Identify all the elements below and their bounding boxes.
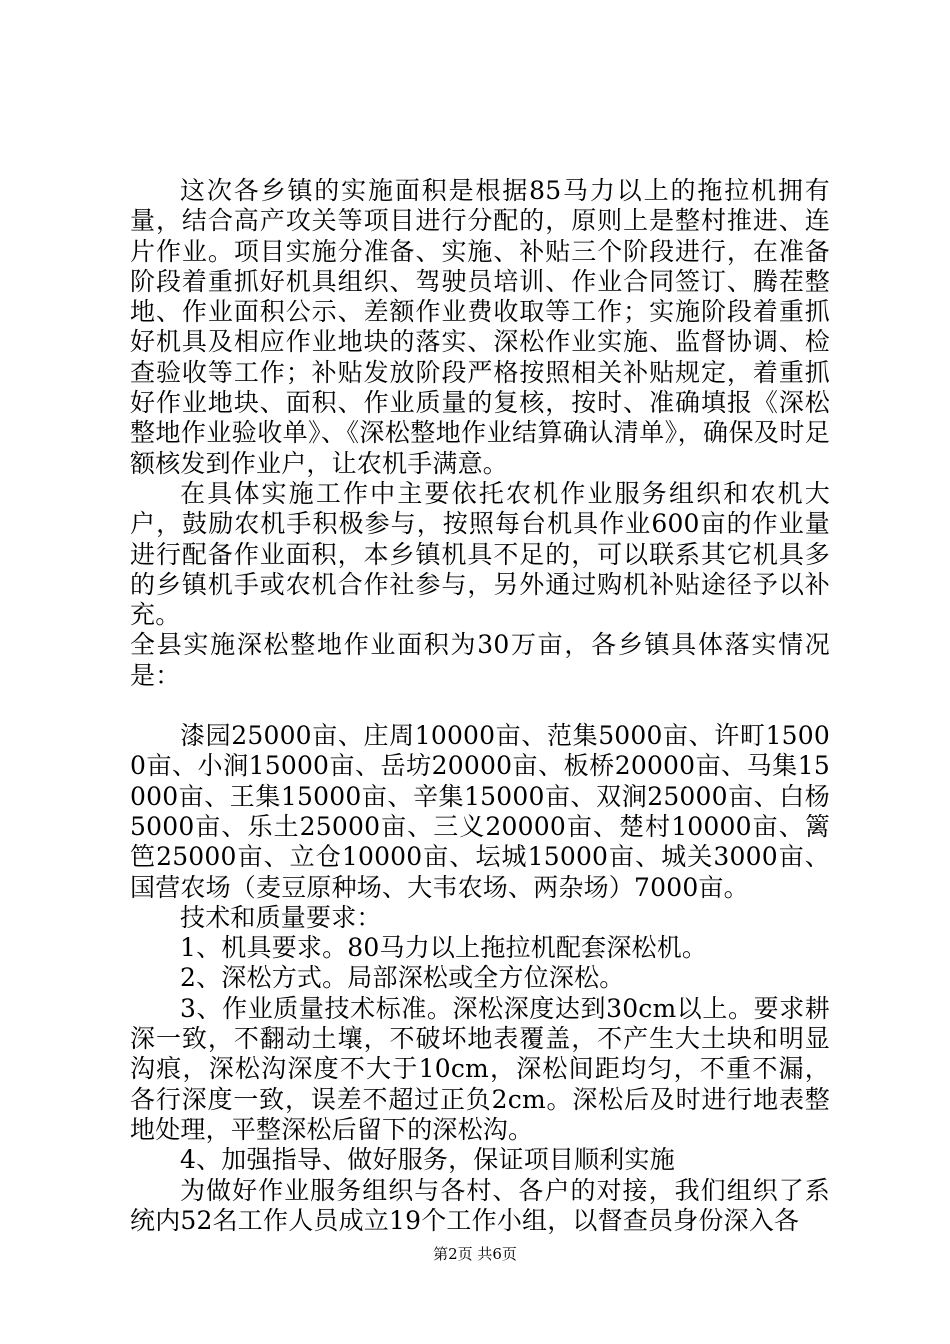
paragraph-work-teams: 为做好作业服务组织与各村、各户的对接，我们组织了系统内52名工作人员成立19个工作小组，以督查员身份深入各 [130, 1175, 830, 1235]
heading-technical-requirements: 技术和质量要求： [180, 902, 382, 932]
page-footer: 第2页 共6页 [433, 1245, 517, 1263]
paragraph-town-allocations: 漆园25000亩、庄周10000亩、范集5000亩、许町15000亩、小涧15000亩、岳坊20000亩、板桥20000亩、马集15000亩、王集15000亩、辛集15000亩、双涧25000亩、白杨5000亩、乐土25000亩、三义20000亩、楚村10000亩、篱笆25000亩、立仓10000亩、坛城15000亩、城关3000亩、国营农场（麦豆原种场、大韦农场、两杂场）7000亩。 [130, 721, 830, 902]
item-guidance-service: 4、加强指导、做好服务，保证项目顺利实施 [180, 1145, 675, 1175]
document-body [130, 176, 830, 1236]
item-subsoiling-method: 2、深松方式。局部深松或全方位深松。 [180, 963, 625, 993]
paragraph-gap [130, 691, 830, 721]
item-machinery-requirement: 1、机具要求。80马力以上拖拉机配套深松机。 [180, 933, 708, 963]
item-quality-standard: 3、作业质量技术标准。深松深度达到30cm以上。要求耕深一致，不翻动土壤，不破坏地表覆盖，不产生大土块和明显沟痕，深松沟深度不大于10cm，深松间距均匀，不重不漏，各行深度一致，误差不超过正负2cm。深松后及时进行地表整地处理，平整深松后留下的深松沟。 [130, 993, 830, 1144]
paragraph-county-total: 全县实施深松整地作业面积为30万亩，各乡镇具体落实情况是： [130, 630, 830, 690]
paragraph-implementation-work: 在具体实施工作中主要依托农机作业服务组织和农机大户，鼓励农机手积极参与，按照每台机具作业600亩的作业量进行配备作业面积，本乡镇机具不足的，可以联系其它机具多的乡镇机手或农机合作社参与，另外通过购机补贴途径予以补充。 [130, 478, 830, 630]
paragraph-implementation-area: 这次各乡镇的实施面积是根据85马力以上的拖拉机拥有量，结合高产攻关等项目进行分配的，原则上是整村推进、连片作业。项目实施分准备、实施、补贴三个阶段进行，在准备阶段着重抓好机具组织、驾驶员培训、作业合同签订、腾茬整地、作业面积公示、差额作业费收取等工作；实施阶段着重抓好机具及相应作业地块的落实、深松作业实施、监督协调、检查验收等工作；补贴发放阶段严格按照相关补贴规定，着重抓好作业地块、面积、作业质量的复核，按时、准确填报《深松整地作业验收单》、《深松整地作业结算确认清单》，确保及时足额核发到作业户，让农机手满意。 [130, 176, 830, 478]
